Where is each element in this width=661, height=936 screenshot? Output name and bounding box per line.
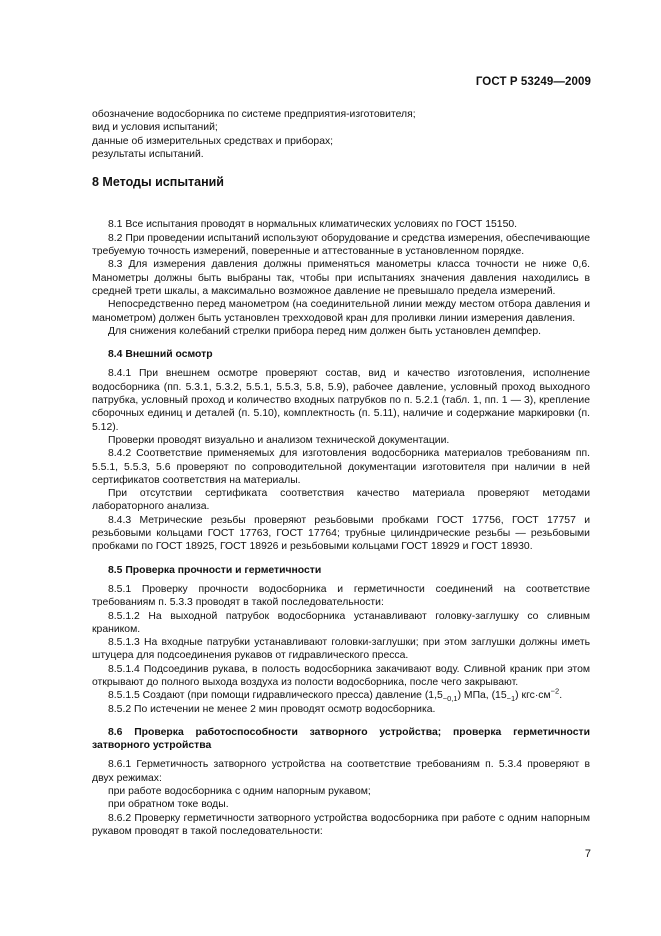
section-8-6-title: 8.6 Проверка работоспособности затворного устройства; проверка герметичности затворного устройства	[92, 726, 590, 752]
intro-list	[92, 108, 590, 161]
pressure-text-prefix: 8.5.1.5 Создают (при помощи гидравлического пресса) давление (1,5	[108, 690, 443, 702]
pressure-tolerance-kgf: −1	[506, 694, 516, 704]
spacer	[92, 203, 590, 218]
paragraph-8-1: 8.1 Все испытания проводят в нормальных климатических условиях по ГОСТ 15150.	[108, 219, 518, 231]
intro-list-item: обозначение водосборника по системе предприятия-изготовителя;	[92, 109, 416, 120]
paragraph-8-3: 8.3 Для измерения давления должны применяться манометры класса точности не ниже 0,6. Манометры должны быть выбраны так, чтобы при испытаниях значения давления находились в средней трети шкалы, а максимально возможное давление не превышало предела измерений.	[92, 259, 590, 297]
paragraph-8-5-1: 8.5.1 Проверку прочности водосборника и герметичности соединений на соответствие требованиям п. 5.3.3 проводят в такой последовательности:	[92, 583, 590, 609]
section-8-5-title: 8.5 Проверка прочности и герметичности	[108, 564, 322, 576]
paragraph-8-4-3: 8.4.3 Метрические резьбы проверяют резьбовыми пробками ГОСТ 17756, ГОСТ 17757 и резьбовыми кольцами ГОСТ 17763, ГОСТ 17764; трубные цилиндрические резьбы — резьбовыми пробками по ГОСТ 18925, ГОСТ 18926 и резьбовыми кольцами ГОСТ 18929 и ГОСТ 18930.	[92, 514, 590, 553]
paragraph-8-4-2: 8.4.2 Соответствие применяемых для изготовления водосборника материалов требованиям пп. 5.5.1, 5.5.3, 5.6 проверяют по сопроводительной документации изготовителя при наличии в ней сертификатов соответствия на материалы.	[92, 448, 590, 486]
paragraph-8-3-damper: Для снижения колебаний стрелки прибора перед ним должен быть установлен демпфер.	[108, 325, 541, 337]
pressure-text-end: .	[559, 690, 563, 702]
paragraph-8-2: 8.2 При проведении испытаний используют оборудование и средства измерения, обеспечивающие требуемую точность измерений, поверенные и аттестованные в установленном порядке.	[92, 232, 590, 258]
section-8-4-title: 8.4 Внешний осмотр	[108, 349, 213, 361]
paragraph-8-5-1-3: 8.5.1.3 На входные патрубки устанавливают головки-заглушки; при этом заглушки должны иметь штуцера для подсоединения рукавов от гидравлического пресса.	[92, 637, 590, 662]
intro-list-item: вид и условия испытаний;	[92, 122, 218, 134]
paragraph-8-4-1: 8.4.1 При внешнем осмотре проверяют состав, вид и качество изготовления, исполнение водосборника (пп. 5.3.1, 5.3.2, 5.5.1, 5.5.3, 5.8, 5.9), рабочее давление, условный проход выходного патрубка, условный проход и количество входных патрубков по п. 5.2.1 (табл. 1, пп. 1 — 3), крепление сборочных единиц и деталей (п. 5.10), комплектность (п. 5.11), наличие и содержание маркировки (п. 5.12).	[92, 368, 590, 433]
paragraph-8-3-manometer: Непосредственно перед манометром (на соединительной линии между местом отбора давления и манометром) должен быть установлен трехходовой кран для проливки линии измерения давления.	[92, 299, 590, 324]
page-number: 7	[584, 848, 591, 860]
pressure-unit-exponent: −2	[550, 686, 560, 696]
paragraph-8-6-1-mode-2: при обратном токе воды.	[108, 799, 229, 811]
paragraph-8-6-1: 8.6.1 Герметичность затворного устройства на соответствие требованиям п. 5.3.4 проверяют в двух режимах:	[92, 759, 590, 784]
document-header-id: ГОСТ Р 53249—2009	[475, 76, 591, 88]
section-8-title: 8 Методы испытаний	[92, 175, 224, 190]
paragraph-8-6-2: 8.6.2 Проверку герметичности затворного устройства водосборника при работе с одним напорным рукавом проводят в такой последовательности:	[92, 812, 590, 837]
paragraph-8-5-1-4: 8.5.1.4 Подсоединив рукава, в полость водосборника закачивают воду. Сливной краник при этом открывают до полного выхода воздуха из полости водосборника, после чего закрывают.	[92, 663, 590, 688]
paragraph-8-6-1-mode-1: при работе водосборника с одним напорным рукавом;	[108, 786, 371, 798]
intro-list-item: результаты испытаний.	[92, 148, 204, 160]
page-content	[92, 108, 590, 838]
pressure-unit: ) кгс·см	[515, 690, 551, 702]
paragraph-8-4-1-visual: Проверки проводят визуально и анализом технической документации.	[108, 434, 450, 446]
paragraph-8-5-1-5	[92, 686, 590, 704]
paragraph-8-4-2-lab: При отсутствии сертификата соответствия качество материала проверяют методами лабораторного анализа.	[92, 488, 590, 513]
paragraph-8-5-2: 8.5.2 По истечении не менее 2 мин проводят осмотр водосборника.	[108, 703, 436, 715]
pressure-tolerance-mpa: −0,1	[442, 694, 458, 704]
pressure-text-mid: ) МПа, (15	[457, 690, 507, 702]
paragraph-8-5-1-2: 8.5.1.2 На выходной патрубок водосборника устанавливают головку-заглушку со сливным краником.	[92, 610, 590, 635]
intro-list-item: данные об измерительных средствах и приборах;	[92, 135, 334, 147]
